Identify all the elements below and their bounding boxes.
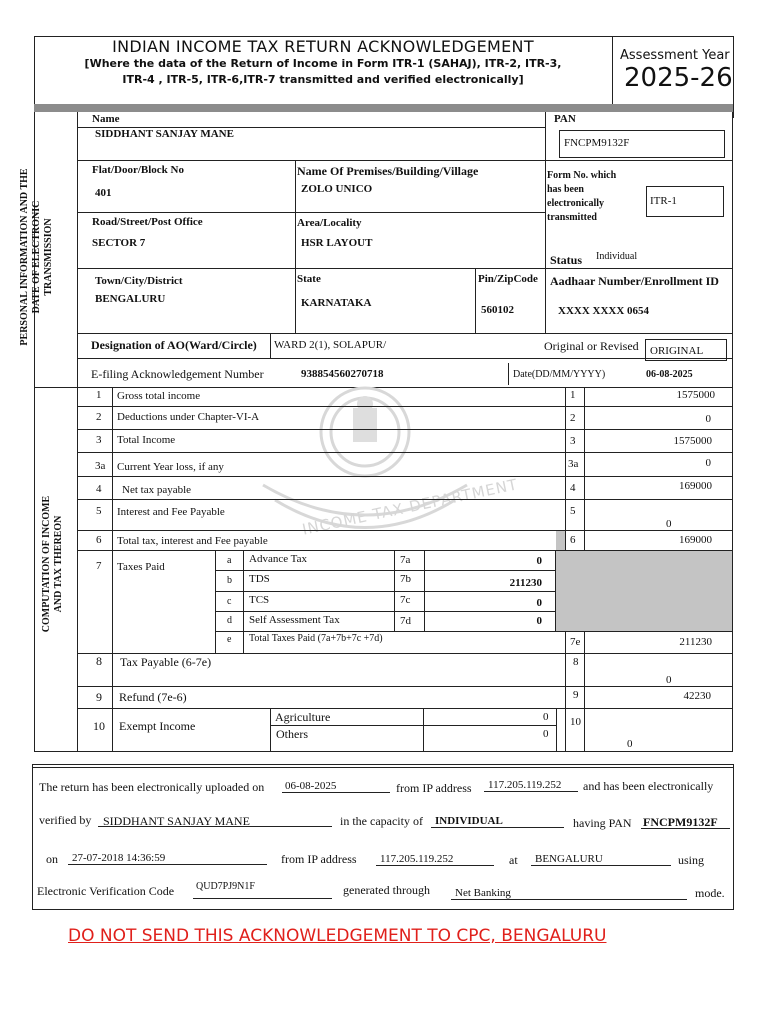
row-7-label: Taxes Paid (117, 561, 165, 573)
tax-7b-label: TDS (249, 573, 270, 585)
aadhaar-value: XXXX XXXX 0654 (558, 305, 650, 317)
datetime-underline (68, 864, 267, 865)
row-8-no: 8 (96, 654, 102, 668)
area-value: HSR LAYOUT (301, 237, 373, 249)
name-label: Name (92, 113, 120, 125)
upload-date: 06-08-2025 (285, 780, 337, 792)
ip1-underline (484, 791, 578, 792)
tax-7a-value: 0 (536, 555, 542, 567)
tax-7e-label: Total Taxes Paid (7a+7b+7c +7d) (249, 633, 383, 644)
header-divider (612, 36, 613, 106)
col-mid-divider2 (295, 268, 296, 333)
evc-code: QUD7PJ9N1F (196, 881, 255, 892)
row10-sub-mid (423, 708, 424, 751)
tax-7a-ref: 7a (400, 554, 411, 566)
col-right-divider (545, 112, 546, 334)
row-6-no: 6 (96, 534, 102, 546)
place-underline (531, 865, 671, 866)
verification-place: BENGALURU (535, 853, 603, 865)
capacity: INDIVIDUAL (435, 815, 503, 827)
row-9-no: 9 (96, 690, 102, 704)
v-text-12: generated through (343, 883, 430, 897)
row-10-no: 10 (93, 719, 105, 733)
header-gray-bar (34, 104, 734, 112)
row-10-ref: 10 (570, 716, 581, 728)
row-line (77, 499, 732, 500)
row-3a-value: 0 (705, 457, 711, 469)
row-line (77, 452, 732, 453)
date-value: 06-08-2025 (646, 369, 693, 380)
tax-7b-letter: b (227, 575, 232, 586)
premises-value: ZOLO UNICO (301, 183, 373, 195)
pan-value: FNCPM9132F (564, 137, 630, 149)
efiling-label: E-filing Acknowledgement Number (91, 367, 264, 381)
row-5-no: 5 (96, 505, 102, 517)
method-underline (451, 899, 687, 900)
tax-7d-ref: 7d (400, 615, 411, 627)
row-line (77, 406, 732, 407)
row-7-no: 7 (96, 560, 102, 572)
tax-7c-label: TCS (249, 594, 270, 606)
tax-7d-label: Self Assessment Tax (249, 614, 340, 626)
col-no-border (112, 387, 113, 751)
tax-7c-value: 0 (536, 597, 542, 609)
row-3a-ref: 3a (568, 458, 579, 470)
row-8-label: Tax Payable (6-7e) (120, 655, 212, 669)
tax-7e-ref: 7e (570, 636, 581, 648)
tax-7c-letter: c (227, 596, 232, 607)
personal-section-label: PERSONAL INFORMATION AND THE DATE OF ELECTRONIC TRANSMISSION (19, 168, 54, 346)
row-6-label: Total tax, interest and Fee payable (117, 535, 268, 547)
v-text-1: The return has been electronically uploaded on (39, 780, 265, 794)
row-10-label: Exempt Income (119, 719, 196, 733)
row-5-value: 0 (666, 518, 672, 530)
computation-section-label: COMPUTATION OF INCOME AND TAX THEREON (41, 495, 64, 633)
line-row3 (77, 212, 545, 213)
verification-method: Net Banking (455, 887, 511, 899)
row-line (77, 476, 732, 477)
table-bottom (34, 751, 732, 752)
row-2-ref: 2 (570, 412, 576, 424)
evc-underline (193, 898, 332, 899)
row-4-ref: 4 (570, 482, 576, 494)
verification-datetime: 27-07-2018 14:36:59 (72, 852, 166, 864)
v-text-8: from IP address (281, 852, 357, 866)
row-line (77, 530, 732, 531)
tax-7a-label: Advance Tax (249, 553, 307, 565)
row-5-ref: 5 (570, 505, 576, 517)
row-1-label: Gross total income (117, 390, 201, 402)
v-text-4: verified by (39, 813, 92, 827)
header-edge (733, 104, 734, 118)
row10-sub-line (270, 725, 556, 726)
footer-warning: DO NOT SEND THIS ACKNOWLEDGEMENT TO CPC, BENGALURU (68, 926, 607, 946)
row10-sub-right (556, 708, 557, 751)
col-pin-divider (475, 268, 476, 333)
area-label: Area/Locality (297, 217, 362, 229)
tax-line (215, 631, 732, 632)
row-3-value: 1575000 (673, 435, 712, 447)
tax-7b-ref: 7b (400, 573, 411, 585)
col-mid-divider (295, 160, 296, 268)
taxes-shade (556, 551, 732, 631)
row-4-no: 4 (96, 483, 102, 495)
line-row4 (77, 268, 732, 269)
upload-date-underline (282, 792, 390, 793)
v-text-13: mode. (695, 886, 725, 900)
row-line (77, 653, 732, 654)
date-divider (508, 363, 509, 385)
tax-7a-letter: a (227, 555, 232, 566)
verified-pan: FNCPM9132F (643, 815, 718, 829)
v-text-10: using (678, 853, 705, 867)
others-label: Others (276, 727, 308, 741)
row-2-no: 2 (96, 411, 102, 423)
row-2-label: Deductions under Chapter-VI-A (117, 411, 260, 423)
row-line (77, 708, 732, 709)
town-label: Town/City/District (95, 275, 183, 287)
watermark-text: INCOME TAX DEPARTMENT (300, 475, 520, 539)
row-8-ref: 8 (573, 656, 579, 668)
v-text-2: from IP address (396, 781, 472, 795)
taxes-sub-left (215, 550, 216, 653)
tax-7b-value: 211230 (509, 577, 542, 589)
state-value: KARNATAKA (301, 297, 372, 309)
status-value: Individual (596, 251, 638, 262)
row-6-shade (556, 531, 565, 550)
state-label: State (297, 273, 321, 285)
tax-7c-ref: 7c (400, 594, 411, 606)
outer-right-border (732, 112, 733, 752)
row-line (77, 429, 732, 430)
row-3-ref: 3 (570, 435, 576, 447)
row-8-value: 0 (666, 674, 672, 686)
status-label: Status (550, 253, 583, 267)
row-3a-label: Current Year loss, if any (117, 461, 224, 473)
row-6-value: 169000 (679, 534, 712, 546)
row-1-value: 1575000 (676, 389, 715, 401)
pan-label: PAN (554, 113, 576, 125)
row-3a-no: 3a (95, 460, 106, 472)
subtitle-line2: ITR-4 , ITR-5, ITR-6,ITR-7 transmitted and verified electronically] (122, 73, 524, 86)
pin-label: Pin/ZipCode (478, 273, 538, 285)
name-value: SIDDHANT SANJAY MANE (95, 128, 234, 140)
row-4-value: 169000 (679, 480, 712, 492)
v-text-7: on (46, 852, 58, 866)
tax-line (215, 591, 555, 592)
tax-7d-value: 0 (536, 615, 542, 627)
row-9-ref: 9 (573, 689, 579, 701)
line-row6 (77, 358, 732, 359)
row-10-value: 0 (627, 738, 633, 750)
row-1-no: 1 (96, 389, 102, 401)
assessment-year: 2025-26 (624, 63, 733, 93)
line-row2 (77, 160, 732, 161)
row-9-value: 42230 (683, 690, 711, 702)
capacity-underline (431, 827, 564, 828)
v-text-11: Electronic Verification Code (37, 884, 175, 898)
row-1-ref: 1 (570, 389, 576, 401)
assessment-year-label: Assessment Year (620, 48, 730, 63)
orig-label: Original or Revised (544, 339, 639, 353)
ip2-underline (376, 865, 494, 866)
row10-sub-left (270, 708, 271, 751)
agriculture-label: Agriculture (275, 710, 331, 724)
tax-line (215, 570, 555, 571)
form-no-value: ITR-1 (650, 195, 677, 207)
date-label: Date(DD/MM/YYYY) (513, 369, 606, 380)
v-text-6: having PAN (573, 816, 632, 830)
verification-top-double (32, 767, 734, 768)
premises-label: Name Of Premises/Building/Village (297, 164, 479, 178)
tax-7e-letter: e (227, 634, 232, 645)
row-6-ref: 6 (570, 534, 576, 546)
v-text-3: and has been electronically (583, 779, 714, 793)
town-value: BENGALURU (95, 293, 166, 305)
pin-value: 560102 (481, 304, 514, 316)
row-3-no: 3 (96, 434, 102, 446)
row-5-label: Interest and Fee Payable (117, 506, 225, 518)
subtitle-line1: [Where the data of the Return of Income in Form ITR-1 (SAHAJ), ITR-2, ITR-3, (84, 57, 562, 70)
row-3-label: Total Income (117, 434, 176, 446)
verified-by-underline (98, 826, 332, 827)
v-text-9: at (509, 853, 518, 867)
verified-by: SIDDHANT SANJAY MANE (103, 814, 250, 828)
ao-divider (270, 333, 271, 358)
road-value: SECTOR 7 (92, 237, 146, 249)
form-no-label: Form No. which has been electronically transmitted (547, 170, 617, 223)
flat-value: 401 (95, 187, 112, 199)
row-line (77, 686, 732, 687)
pan-underline (641, 828, 730, 829)
label-column-border (77, 112, 78, 752)
flat-label: Flat/Door/Block No (92, 164, 184, 176)
ip-address-1: 117.205.119.252 (488, 779, 562, 791)
agriculture-value: 0 (543, 711, 549, 723)
ao-value: WARD 2(1), SOLAPUR/ (274, 339, 387, 351)
page-title: INDIAN INCOME TAX RETURN ACKNOWLEDGEMENT (112, 37, 534, 56)
ip-address-2: 117.205.119.252 (380, 853, 454, 865)
v-text-5: in the capacity of (340, 814, 423, 828)
efiling-value: 938854560270718 (301, 368, 384, 380)
taxes-sub-letter (243, 550, 244, 653)
orig-value: ORIGINAL (650, 345, 704, 357)
road-label: Road/Street/Post Office (92, 216, 203, 228)
row-2-value: 0 (705, 413, 711, 425)
row-4-label: Net tax payable (122, 484, 192, 496)
row-9-label: Refund (7e-6) (119, 690, 187, 704)
tax-7e-value: 211230 (679, 636, 712, 648)
line-row5 (77, 333, 732, 334)
ao-label: Designation of AO(Ward/Circle) (91, 338, 257, 352)
tax-7d-letter: d (227, 615, 232, 626)
others-value: 0 (543, 728, 549, 740)
tax-line (215, 611, 555, 612)
aadhaar-label: Aadhaar Number/Enrollment ID (550, 274, 719, 288)
